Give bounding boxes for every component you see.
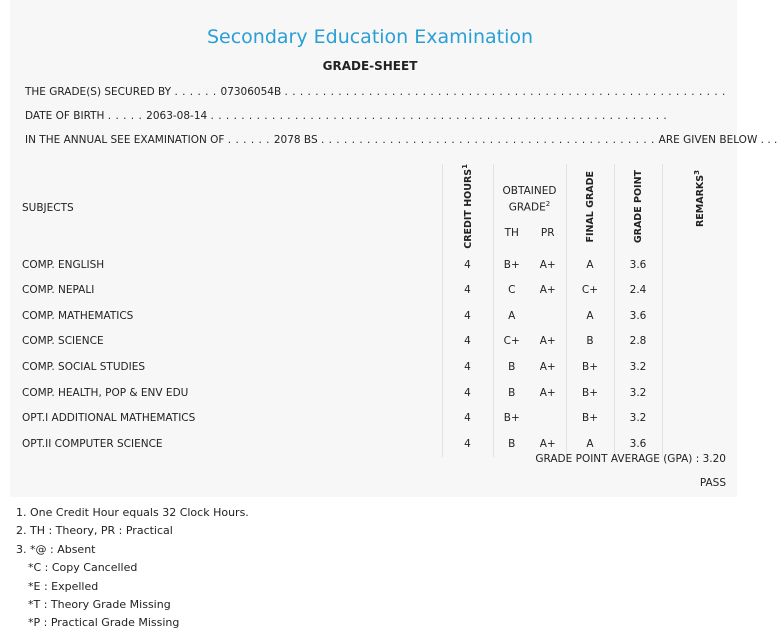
pr-grade-cell: A+ — [539, 258, 556, 271]
th-grade-cell: C+ — [493, 329, 530, 355]
exam-year: 2078 BS — [273, 134, 318, 146]
subject-cell: COMP. ENGLISH — [22, 258, 105, 271]
credit-cell: 4 — [442, 303, 493, 329]
remarks-cell — [662, 354, 736, 380]
table-row — [14, 303, 736, 329]
credit-cell: 4 — [442, 380, 493, 406]
pr-grade-cell: A+ — [539, 335, 556, 348]
remarks-cell — [662, 252, 736, 278]
grade-point-cell: 3.6 — [614, 303, 662, 329]
pr-grade-cell — [530, 303, 566, 329]
table-row — [14, 354, 736, 380]
credit-hours-header: CREDIT HOURS$^1$ — [442, 164, 493, 252]
footnote-3-practical-missing: *P : Practical Grade Missing — [28, 616, 180, 630]
exam-line: IN THE ANNUAL SEE EXAMINATION OF . . . . . . 2078 BS . . . . . . . . . . . . . . . . . . . . . . . . . . . . . . . . . . . . . . . . . . . . ARE GIVEN BELOW . . . — [25, 134, 777, 146]
grade-point-cell: 2.8 — [614, 329, 662, 355]
remarks-cell — [662, 405, 736, 431]
grade-point-cell: 3.2 — [614, 380, 662, 406]
grades-table — [14, 164, 736, 457]
subject-cell: COMP. NEPALI — [22, 284, 95, 297]
th-grade-cell: B+ — [493, 405, 530, 431]
subject-cell: OPT.I ADDITIONAL MATHEMATICS — [22, 412, 196, 425]
grade-point-cell: 2.4 — [614, 277, 662, 303]
dob-label: DATE OF BIRTH — [25, 110, 105, 122]
table-row — [14, 252, 736, 278]
subject-cell: COMP. HEALTH, POP & ENV EDU — [22, 386, 189, 399]
th-grade-cell: B+ — [493, 252, 530, 278]
remarks-cell — [662, 380, 736, 406]
remarks-cell — [662, 329, 736, 355]
grade-sheet-heading: GRADE-SHEET — [322, 59, 418, 73]
credit-cell: 4 — [442, 252, 493, 278]
credit-cell: 4 — [442, 329, 493, 355]
pr-grade-cell: A+ — [539, 437, 556, 450]
pr-grade-cell — [530, 405, 566, 431]
final-grade-cell: B+ — [566, 405, 614, 431]
secured-by-line: THE GRADE(S) SECURED BY . . . . . . 07306054B . . . . . . . . . . . . . . . . . . . . . . . . . . . . . . . . . . . . . . . . . . . . . . . . . . . . . . . . . . — [25, 86, 726, 98]
footnote-3: 3. *@ : Absent — [16, 542, 96, 556]
symbol-number: 07306054B — [220, 86, 282, 98]
exam-label: IN THE ANNUAL SEE EXAMINATION OF — [25, 134, 225, 146]
final-grade-cell: B — [566, 329, 614, 355]
th-grade-cell: B — [493, 431, 530, 457]
th-header: TH — [493, 215, 530, 252]
final-grade-cell: B+ — [566, 380, 614, 406]
th-grade-cell: B — [493, 354, 530, 380]
gpa-value: 3.20 — [702, 453, 726, 465]
subjects-header: SUBJECTS — [22, 201, 74, 214]
pr-grade-cell: A+ — [539, 386, 556, 399]
grade-point-cell: 3.2 — [614, 405, 662, 431]
grade-point-cell: 3.2 — [614, 354, 662, 380]
credit-cell: 4 — [442, 405, 493, 431]
grade-point-cell: 3.6 — [614, 431, 662, 457]
secured-by-label: THE GRADE(S) SECURED BY — [25, 86, 172, 98]
pr-grade-cell: A+ — [539, 284, 556, 297]
table-row — [14, 405, 736, 431]
subject-cell: COMP. MATHEMATICS — [22, 309, 134, 322]
footnotes — [16, 504, 249, 633]
th-grade-cell: A — [493, 303, 530, 329]
final-grade-header: FINAL GRADE — [566, 164, 614, 252]
remarks-cell — [662, 303, 736, 329]
th-grade-cell: B — [493, 380, 530, 406]
table-row — [14, 277, 736, 303]
final-grade-cell: C+ — [566, 277, 614, 303]
remarks-header: REMARKS$^3$ — [662, 164, 736, 252]
table-row — [14, 380, 736, 406]
table-header-row — [14, 164, 736, 215]
exam-title: Secondary Education Examination — [206, 26, 534, 48]
obtained-grade-header: OBTAINED GRADE$^2$ — [493, 164, 566, 215]
grade-point-header: GRADE POINT — [614, 164, 662, 252]
remarks-cell — [662, 277, 736, 303]
subject-cell: COMP. SCIENCE — [22, 335, 104, 348]
final-grade-cell: A — [566, 303, 614, 329]
pr-grade-cell: A+ — [539, 360, 556, 373]
dob-line: DATE OF BIRTH . . . . . 2063-08-14 . . . . . . . . . . . . . . . . . . . . . . . . . . . . . . . . . . . . . . . . . . . . . . . . . . . . . . . . . . . . — [25, 110, 668, 122]
result-status: PASS — [699, 477, 726, 489]
footnote-2: 2. TH : Theory, PR : Practical — [16, 524, 173, 538]
footnote-3-expelled: *E : Expelled — [28, 579, 99, 593]
subject-cell: OPT.II COMPUTER SCIENCE — [22, 437, 163, 450]
exam-suffix: ARE GIVEN BELOW . . . — [658, 134, 777, 146]
grade-point-cell: 3.6 — [614, 252, 662, 278]
final-grade-cell: B+ — [566, 354, 614, 380]
gpa-label: GRADE POINT AVERAGE (GPA) : — [535, 453, 700, 465]
final-grade-cell: A — [566, 252, 614, 278]
footnote-3-theory-missing: *T : Theory Grade Missing — [28, 598, 171, 612]
final-grade-cell: A — [566, 431, 614, 457]
footnote-3-copy-cancelled: *C : Copy Cancelled — [28, 561, 138, 575]
subject-cell: COMP. SOCIAL STUDIES — [22, 360, 146, 373]
footnote-1: 1. One Credit Hour equals 32 Clock Hours. — [16, 506, 249, 519]
dob-value: 2063-08-14 — [146, 110, 208, 122]
pr-header: PR — [540, 227, 555, 240]
credit-cell: 4 — [442, 277, 493, 303]
credit-cell: 4 — [442, 354, 493, 380]
table-row — [14, 329, 736, 355]
gpa-summary — [535, 453, 726, 465]
credit-cell: 4 — [442, 431, 493, 457]
th-grade-cell: C — [493, 277, 530, 303]
